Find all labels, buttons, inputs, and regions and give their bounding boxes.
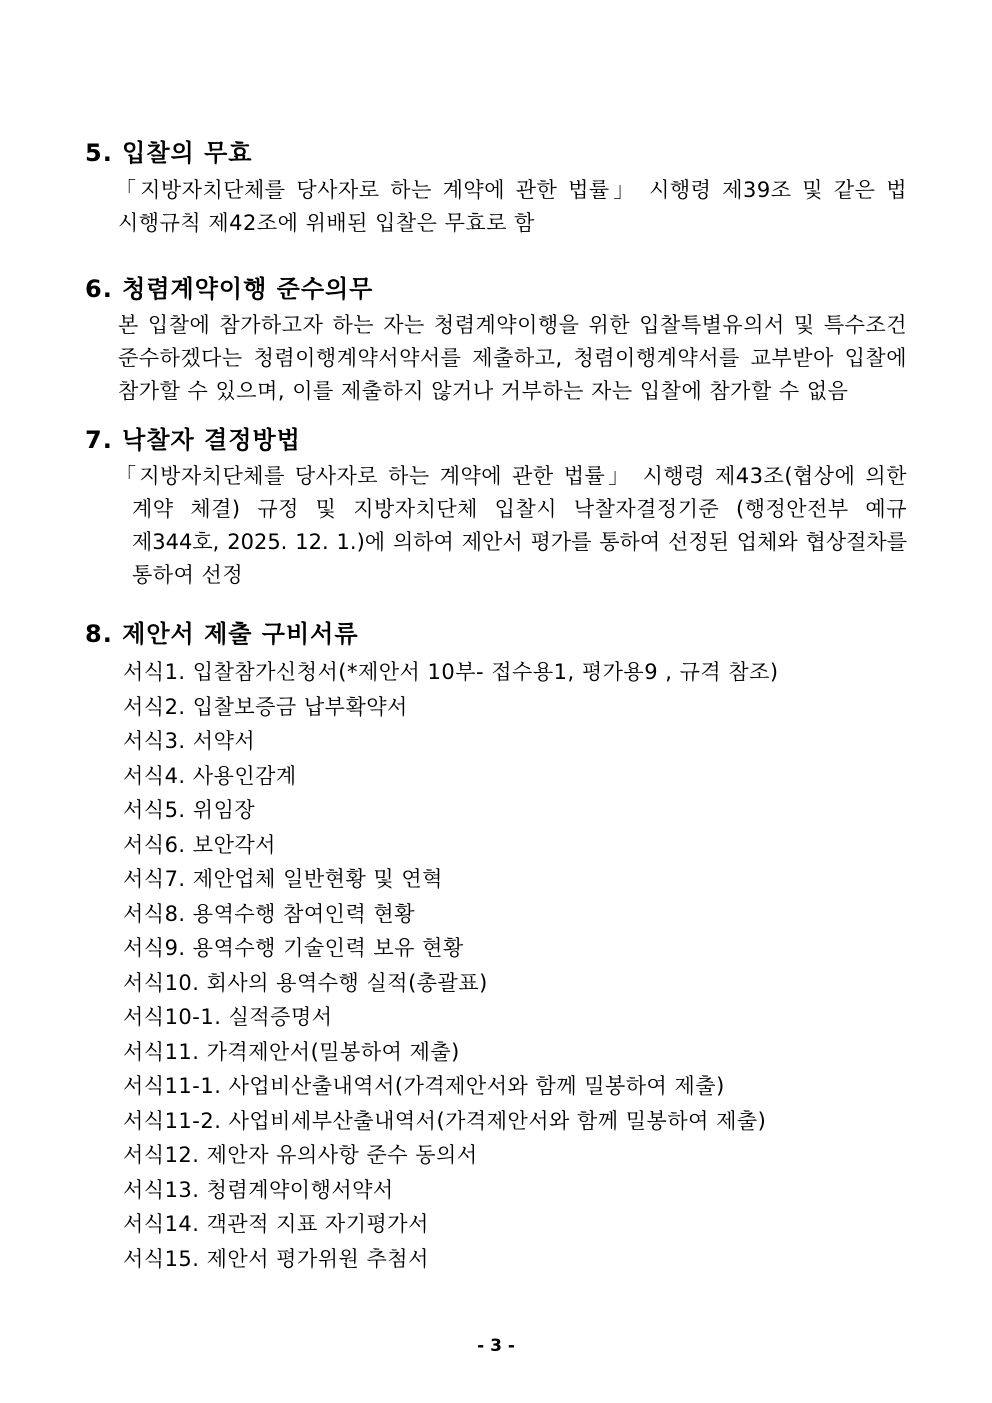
body-line: 「지방자치단체를 당사자로 하는 계약에 관한 법률」 시행령 제43조(협상에 의한 — [115, 464, 907, 488]
body-line: 계약 체결) 규정 및 지방자치단체 입찰시 낙찰자결정기준 (행정안전부 예규 — [132, 497, 907, 521]
body-line: 시행규칙 제42조에 위배된 입찰은 무효로 함 — [118, 211, 535, 235]
section-heading: 8. 제안서 제출 구비서류 — [85, 620, 359, 648]
body-line: 제344호, 2025. 12. 1.)에 의하여 제안서 평가를 통하여 선정된 업체와 협상절차를 — [132, 530, 907, 554]
list-item: 서식11. 가격제안서(밀봉하여 제출) — [123, 1039, 460, 1064]
list-item: 서식2. 입찰보증금 납부확약서 — [123, 694, 408, 719]
list-item: 서식9. 용역수행 기술인력 보유 현황 — [123, 936, 464, 960]
form-list — [123, 655, 779, 1276]
section-heading: 6. 청렴계약이행 준수의무 — [85, 275, 374, 303]
body-line: 통하여 선정 — [132, 563, 244, 587]
body-line: 참가할 수 있으며, 이를 제출하지 않거나 거부하는 자는 입찰에 참가할 수 없음 — [118, 379, 849, 403]
section-body — [115, 174, 907, 240]
page-number: - 3 - — [477, 1336, 515, 1356]
body-line: 본 입찰에 참가하고자 하는 자는 청렴계약이행을 위한 입찰특별유의서 및 특수조건 — [118, 313, 907, 337]
list-item: 서식4. 사용인감계 — [123, 763, 297, 788]
list-item: 서식8. 용역수행 참여인력 현황 — [123, 901, 415, 926]
list-item: 서식14. 객관적 지표 자기평가서 — [123, 1212, 429, 1236]
list-item: 서식12. 제안자 유의사항 준수 동의서 — [123, 1143, 478, 1167]
list-item: 서식1. 입찰참가신청서(*제안서 10부- 접수용1, 평가용9 , 규격 참조) — [123, 660, 779, 684]
list-item: 서식10. 회사의 용역수행 실적(총괄표) — [123, 970, 488, 995]
section-heading: 5. 입찰의 무효 — [85, 139, 253, 167]
list-item: 서식10-1. 실적증명서 — [123, 1005, 333, 1029]
body-line: 「지방자치단체를 당사자로 하는 계약에 관한 법률」 시행령 제39조 및 같은 법 — [115, 178, 907, 202]
list-item: 서식7. 제안업체 일반현황 및 연혁 — [123, 867, 443, 891]
body-line: 준수하겠다는 청렴이행계약서약서를 제출하고, 청렴이행계약서를 교부받아 입찰에 — [118, 346, 907, 370]
list-item: 서식11-1. 사업비산출내역서(가격제안서와 함께 밀봉하여 제출) — [123, 1074, 725, 1098]
list-item: 서식6. 보안각서 — [123, 832, 276, 857]
list-item: 서식15. 제안서 평가위원 추첨서 — [123, 1246, 429, 1271]
list-item: 서식11-2. 사업비세부산출내역서(가격제안서와 함께 밀봉하여 제출) — [123, 1108, 767, 1133]
section-body — [115, 460, 907, 592]
section-heading: 7. 낙찰자 결정방법 — [85, 426, 301, 454]
list-item: 서식5. 위임장 — [123, 798, 256, 822]
section-body — [118, 309, 907, 408]
list-item: 서식13. 청렴계약이행서약서 — [123, 1177, 394, 1202]
list-item: 서식3. 서약서 — [123, 729, 256, 753]
